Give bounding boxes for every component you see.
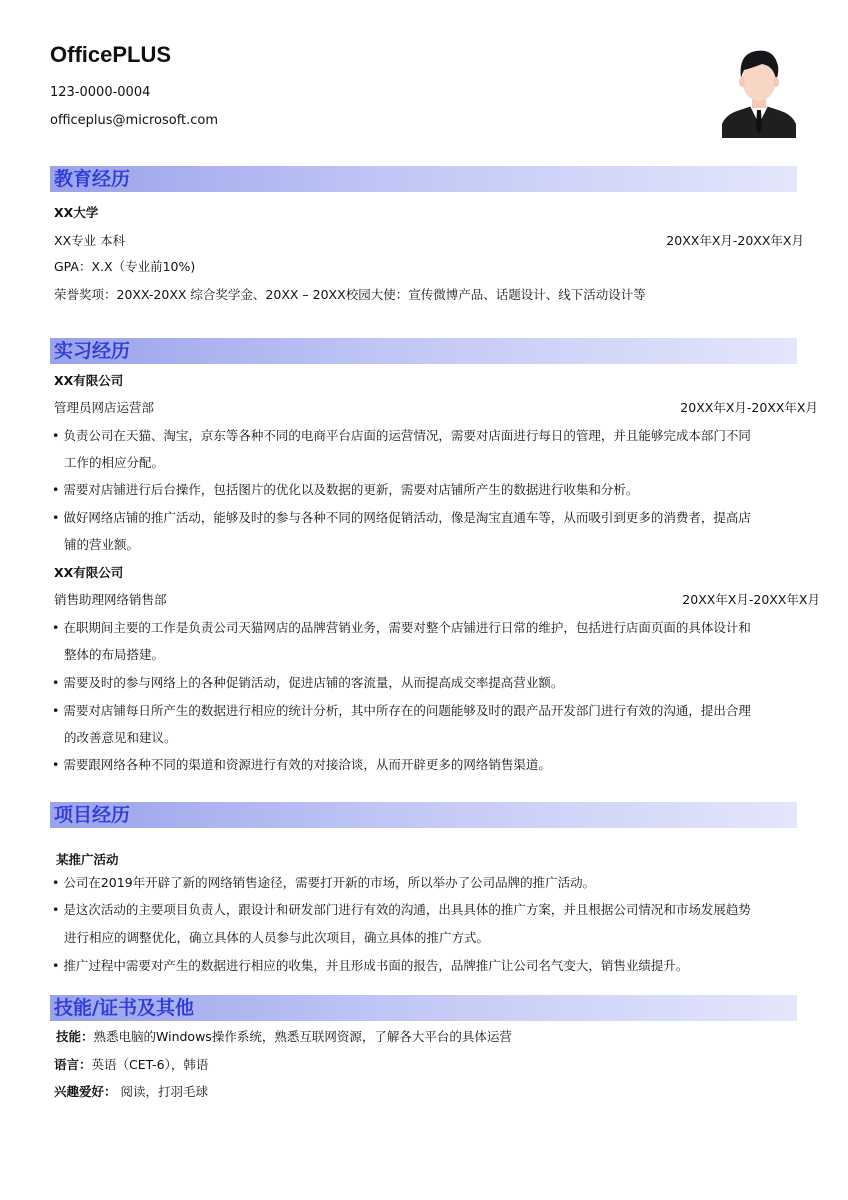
job-role: 管理员网店运营部 [54,400,155,415]
skill-row [56,1028,512,1046]
language-row [54,1056,208,1074]
job-bullet: • 负责公司在天猫、淘宝，京东等各种不同的电商平台店面的运营情况，需要对店面进行每日的管理，并且能够完成本部门不同 [52,427,751,445]
job-company: XX有限公司 [54,373,124,388]
school-name: XX大学 [54,205,99,220]
section-title-skills: 技能/证书及其他 [54,997,194,1019]
hobby-row [54,1083,208,1101]
language-text: 英语（CET-6），韩语 [91,1057,209,1072]
project-bullet: • 是这次活动的主要项目负责人，跟设计和研发部门进行有效的沟通，出具具体的推广方案，并且根据公司情况和市场发展趋势 [52,901,751,919]
major-degree: XX专业 本科 [54,233,126,248]
honors-text: 荣誉奖项：20XX-20XX 综合奖学金、20XX – 20XX校园大使：宣传微博产品、话题设计、线下活动设计等 [54,287,646,302]
email-address: officeplus@microsoft.com [50,113,219,128]
job-bullet: • 需要及时的参与网络上的各种促销活动，促进店铺的客流量，从而提高成交率提高营业额。 [52,674,563,692]
job-bullet: • 在职期间主要的工作是负责公司天猫网店的品牌营销业务，需要对整个店铺进行日常的维护，包括进行店面页面的具体设计和 [52,619,751,637]
section-skills [50,995,797,1021]
job-bullet-continued: 整体的布局搭建。 [64,647,165,662]
job-bullet: • 需要对店铺进行后台操作，包括图片的优化以及数据的更新，需要对店铺所产生的数据进行收集和分析。 [52,481,638,499]
job-bullet: • 需要跟网络各种不同的渠道和资源进行有效的对接洽谈，从而开辟更多的网络销售渠道。 [52,756,551,774]
job-bullet-continued: 铺的营业额。 [64,537,140,552]
skill-text: 熟悉电脑的Windows操作系统，熟悉互联网资源，了解各大平台的具体运营 [93,1029,512,1044]
gpa-text: GPA：X.X（专业前10%) [54,259,196,274]
skill-label: 技能： [56,1029,94,1044]
education-date: 20XX年X月-20XX年X月 [666,233,804,248]
job-bullet-continued: 工作的相应分配。 [64,455,165,470]
language-label: 语言： [54,1057,92,1072]
section-project [50,802,797,828]
section-education [50,166,797,192]
job-bullet-continued: 的改善意见和建议。 [64,730,177,745]
job-role: 销售助理网络销售部 [54,592,167,607]
project-bullet: • 推广过程中需要对产生的数据进行相应的收集，并且形成书面的报告，品牌推广让公司名气变大，销售业绩提升。 [52,957,688,975]
job-date: 20XX年X月-20XX年X月 [682,592,820,607]
hobby-label: 兴趣爱好： [54,1084,117,1099]
project-bullet-continued: 进行相应的调整优化，确立具体的人员参与此次项目，确立具体的推广方式。 [64,930,490,945]
section-title-project: 项目经历 [54,804,131,826]
project-bullet: • 公司在2019年开辟了新的网络销售途径，需要打开新的市场，所以举办了公司品牌的推广活动。 [52,874,595,892]
job-bullet: • 做好网络店铺的推广活动，能够及时的参与各种不同的网络促销活动，像是淘宝直通车等，从而吸引到更多的消费者，提高店 [52,509,751,527]
avatar-icon [722,44,796,138]
section-title-internship: 实习经历 [54,340,131,362]
job-date: 20XX年X月-20XX年X月 [680,400,818,415]
section-title-education: 教育经历 [54,168,131,190]
candidate-name: OfficePLUS [50,42,172,67]
job-company: XX有限公司 [54,565,124,580]
project-name: 某推广活动 [56,852,119,867]
section-internship [50,338,797,364]
avatar [722,44,796,138]
phone-number: 123-0000-0004 [50,85,151,100]
hobby-text: 阅读，打羽毛球 [116,1084,208,1099]
job-bullet: • 需要对店铺每日所产生的数据进行相应的统计分析，其中所存在的问题能够及时的跟产品开发部门进行有效的沟通，提出合理 [52,702,751,720]
